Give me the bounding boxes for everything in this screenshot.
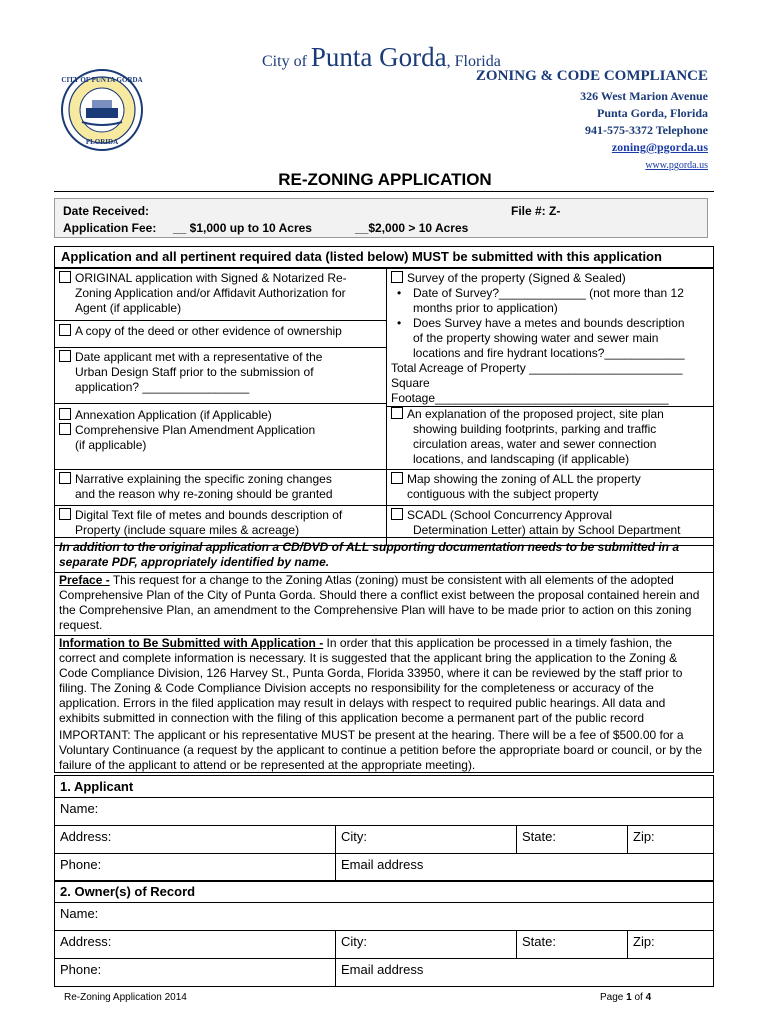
office-use-box [54, 198, 708, 238]
information-paragraph: Information to Be Submitted with Application - In order that this application be processed in a timely fashion, the correct and complete information is necessary. It is suggested that the applicant bring the application to the Zoning & Code Compliance Division, 126 Harvey St., Punta Gorda, Florida 33950, where it can be reviewed by the staff prior to filing. The Zoning & Code Compliance Division accepts no responsibility for the completeness or accuracy of the application. Errors in the filed application may result in delays with respect to required public hearings. All data and exhibits submitted in connection with the filing of this application become a permanent part of the public record [55, 635, 713, 726]
requirements-heading: Application and all pertinent required data (listed below) MUST be submitted with this application [54, 246, 714, 268]
owner-zip-field[interactable]: Zip: [628, 931, 714, 959]
owner-city-field[interactable]: City: [336, 931, 517, 959]
svg-text:CITY OF PUNTA GORDA: CITY OF PUNTA GORDA [61, 76, 143, 84]
applicant-email-field[interactable]: Email address [336, 854, 714, 882]
checkbox[interactable] [391, 508, 403, 520]
applicant-section [54, 775, 714, 882]
requirements-checklist [54, 268, 714, 546]
owner-address-field[interactable]: Address: [55, 931, 336, 959]
applicant-heading: 1. Applicant [55, 776, 714, 798]
fee-option-2[interactable]: __$2,000 > 10 Acres [355, 221, 469, 235]
form-title: RE-ZONING APPLICATION [278, 170, 492, 189]
checkbox[interactable] [391, 271, 403, 283]
checkbox[interactable] [59, 472, 71, 484]
file-number-label: File #: Z- [511, 204, 561, 218]
req-digital-text: Digital Text file of metes and bounds description of Property (include square miles & acreage) [55, 506, 387, 546]
applicant-zip-field[interactable]: Zip: [628, 826, 714, 854]
date-received-label: Date Received: [63, 204, 150, 218]
req-staff-meeting: Date applicant met with a representative of the Urban Design Staff prior to the submission of application? ________________ Annexation Application (if Applicable) Comprehensive Plan Amendment Application (if applicable) [55, 348, 387, 470]
applicant-address-field[interactable]: Address: [55, 826, 336, 854]
website-link[interactable]: www.pgorda.us [645, 160, 708, 171]
title-rule [54, 191, 714, 192]
important-note: IMPORTANT: The applicant or his representative MUST be present at the hearing. There will be a fee of $500.00 for a Voluntary Continuance (a request by the applicant to continue a petition before the appropriate board or council, or by the failure of the applicant to attend or be represented at the appropriate meeting). [59, 728, 703, 772]
cd-dvd-note: In addition to the original application a CD/DVD of ALL supporting documentation needs to be submitted in a separate PDF, appropriately identified by name. [59, 540, 680, 569]
footer-form-name: Re-Zoning Application 2014 [64, 992, 187, 1003]
checkbox[interactable] [59, 324, 71, 336]
footer-page-number: Page 1 of 4 [600, 992, 652, 1003]
checkbox[interactable] [59, 408, 71, 420]
department-address: 326 West Marion Avenue Punta Gorda, Florida 941-575-3372 Telephone zoning@pgorda.us www.pgorda.us [580, 89, 708, 171]
req-original-application: ORIGINAL application with Signed & Notarized Re- Zoning Application and/or Affidavit Authorization for Agent (if applicable) A copy of the deed or other evidence of ownership [55, 269, 387, 348]
applicant-name-field[interactable]: Name: [55, 798, 714, 826]
req-zoning-map: Map showing the zoning of ALL the property contiguous with the subject property [387, 470, 714, 506]
owner-email-field[interactable]: Email address [336, 959, 714, 987]
checkbox[interactable] [59, 350, 71, 362]
checkbox[interactable] [391, 472, 403, 484]
checkbox[interactable] [59, 508, 71, 520]
checkbox[interactable] [59, 271, 71, 283]
city-name-header: City of Punta Gorda, Florida [262, 42, 501, 72]
city-seal-logo [60, 68, 144, 152]
owner-state-field[interactable]: State: [517, 931, 628, 959]
preface-paragraph: Preface - This request for a change to the Zoning Atlas (zoning) must be consistent with all elements of the adopted Comprehensive Plan of the City of Punta Gorda. Should there a conflict exist between the proposal contained herein and the Comprehensive Plan, an amendment to the Comprehensive Plan will have to be made prior to action on this zoning request. [55, 572, 713, 633]
instructions-block [54, 537, 714, 773]
applicant-city-field[interactable]: City: [336, 826, 517, 854]
application-fee-label: Application Fee: [63, 221, 157, 235]
checkbox[interactable] [59, 423, 71, 435]
owner-heading: 2. Owner(s) of Record [55, 881, 714, 903]
owner-section [54, 880, 714, 987]
req-scadl: SCADL (School Concurrency Approval Determination Letter) attain by School Department [387, 506, 714, 546]
req-survey: Survey of the property (Signed & Sealed) • Date of Survey?_____________ (not more than 12 months prior to application) • Does Survey have a metes and bounds description of the property showing water and sewer main locations and fire hydrant locations?____________ Total Acreage of Property _______________________ Square Footage___________________________________ An explanation of the proposed project, site plan showing building footprints, parking and traffic circulation areas, water and sewer connection locations, and landscaping (if applicable) [387, 269, 714, 470]
owner-name-field[interactable]: Name: [55, 903, 714, 931]
applicant-state-field[interactable]: State: [517, 826, 628, 854]
req-narrative: Narrative explaining the specific zoning changes and the reason why re-zoning should be granted [55, 470, 387, 506]
email-link[interactable]: zoning@pgorda.us [611, 140, 708, 154]
checkbox[interactable] [391, 407, 403, 419]
department-name: ZONING & CODE COMPLIANCE [475, 68, 708, 84]
applicant-phone-field[interactable]: Phone: [55, 854, 336, 882]
owner-phone-field[interactable]: Phone: [55, 959, 336, 987]
fee-option-1[interactable]: __ $1,000 up to 10 Acres [173, 221, 312, 235]
svg-text:FLORIDA: FLORIDA [85, 138, 119, 146]
